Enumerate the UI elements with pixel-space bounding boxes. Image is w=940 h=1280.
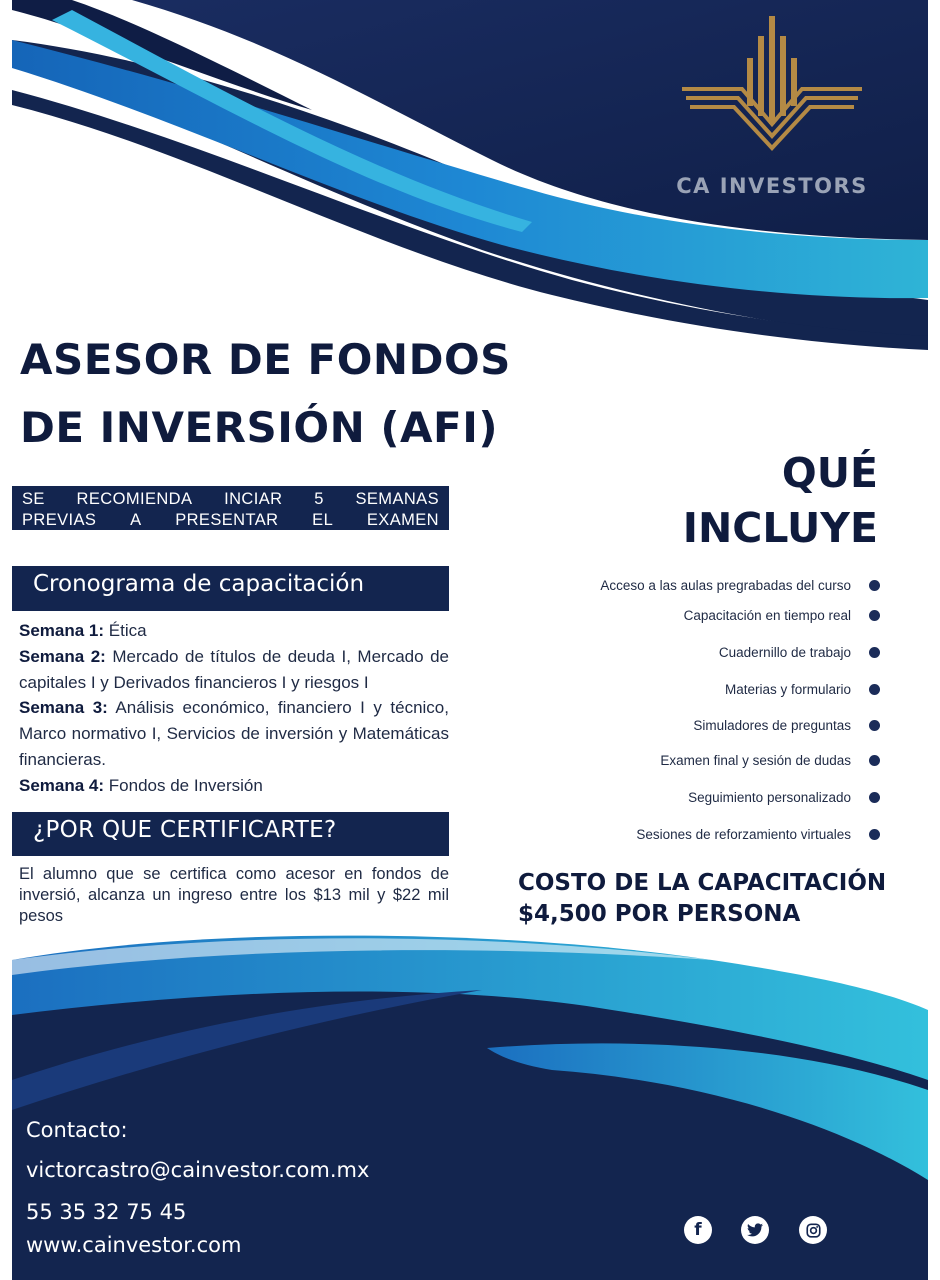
flyer-page (12, 0, 928, 1280)
twitter-bird-icon (747, 1223, 763, 1237)
page-title (20, 326, 511, 462)
recommendation-word: INCIAR (224, 490, 283, 508)
recommendation-box (12, 486, 449, 530)
includes-item-label: Simuladores de preguntas (693, 718, 851, 733)
includes-item-label: Materias y formulario (724, 682, 851, 697)
instagram-camera-icon (806, 1223, 821, 1238)
includes-item-label: Seguimiento personalizado (688, 790, 851, 805)
week-text: Ética (108, 621, 147, 640)
recommendation-word: PRESENTAR (175, 511, 279, 529)
brand-name: CA INVESTORS (676, 174, 868, 198)
facebook-glyph: f (694, 1220, 702, 1240)
week-text: Fondos de Inversión (108, 775, 263, 795)
schedule-week (19, 695, 449, 772)
schedule-heading: Cronograma de capacitación (12, 566, 449, 611)
includes-item-label: Capacitación en tiempo real (683, 608, 851, 623)
schedule-week (19, 644, 449, 696)
week-text: Mercado de títulos de deuda I, Mercado de capitales I y Derivados financieros I y riesgos I (19, 646, 449, 692)
instagram-icon[interactable] (799, 1216, 827, 1244)
schedule-week (19, 618, 449, 644)
brand-logo (652, 14, 892, 198)
contact-label: Contacto: (26, 1118, 128, 1142)
week-text: Análisis económico, financiero I y técnico, Marco normativo I, Servicios de inversión y Matemáticas financieras. (19, 698, 449, 769)
recommendation-word: EXAMEN (366, 511, 439, 529)
recommendation-word: EL (312, 511, 334, 529)
cost-label: COSTO DE LA CAPACITACIÓN (518, 870, 887, 896)
why-heading: ¿POR QUE CERTIFICARTE? (12, 812, 449, 856)
contact-email-link[interactable]: victorcastro@cainvestor.com.mx (26, 1158, 370, 1182)
week-label: Semana 4: (19, 775, 105, 795)
recommendation-word: SEMANAS (355, 490, 439, 508)
cost-block (518, 868, 886, 930)
building-logo-icon (672, 14, 872, 164)
schedule-list (19, 618, 449, 799)
includes-item-label: Sesiones de reforzamiento virtuales (636, 827, 851, 842)
twitter-icon[interactable] (741, 1216, 769, 1244)
includes-heading-line-1: QUÉ (781, 449, 878, 497)
contact-website-link[interactable]: www.cainvestor.com (26, 1233, 242, 1257)
includes-item-label: Cuadernillo de trabajo (718, 645, 851, 660)
recommendation-word: RECOMIENDA (76, 490, 193, 508)
title-line-2: DE INVERSIÓN (AFI) (20, 403, 499, 452)
week-label: Semana 1: (19, 621, 105, 640)
week-label: Semana 2: (19, 646, 106, 666)
recommendation-word: PREVIAS (22, 511, 97, 529)
schedule-week (19, 773, 449, 799)
includes-heading (683, 446, 878, 556)
recommendation-word: SE (22, 490, 45, 508)
facebook-icon[interactable] (684, 1216, 712, 1244)
week-label: Semana 3: (19, 698, 108, 718)
includes-item-label: Acceso a las aulas pregrabadas del curso (600, 578, 851, 593)
recommendation-line-1 (22, 489, 439, 510)
includes-item-label: Examen final y sesión de dudas (660, 753, 851, 768)
includes-heading-line-2: INCLUYE (682, 504, 878, 552)
contact-phone[interactable]: 55 35 32 75 45 (26, 1200, 187, 1224)
why-text: El alumno que se certifica como acesor en fondos de inversió, alcanza un ingreso entre los $13 mil y $22 mil pesos (19, 865, 449, 925)
title-line-1: ASESOR DE FONDOS (20, 335, 511, 384)
recommendation-word: A (130, 511, 142, 529)
recommendation-word: 5 (314, 490, 324, 508)
recommendation-line-2 (22, 510, 439, 531)
cost-price: $4,500 POR PERSONA (518, 901, 801, 927)
